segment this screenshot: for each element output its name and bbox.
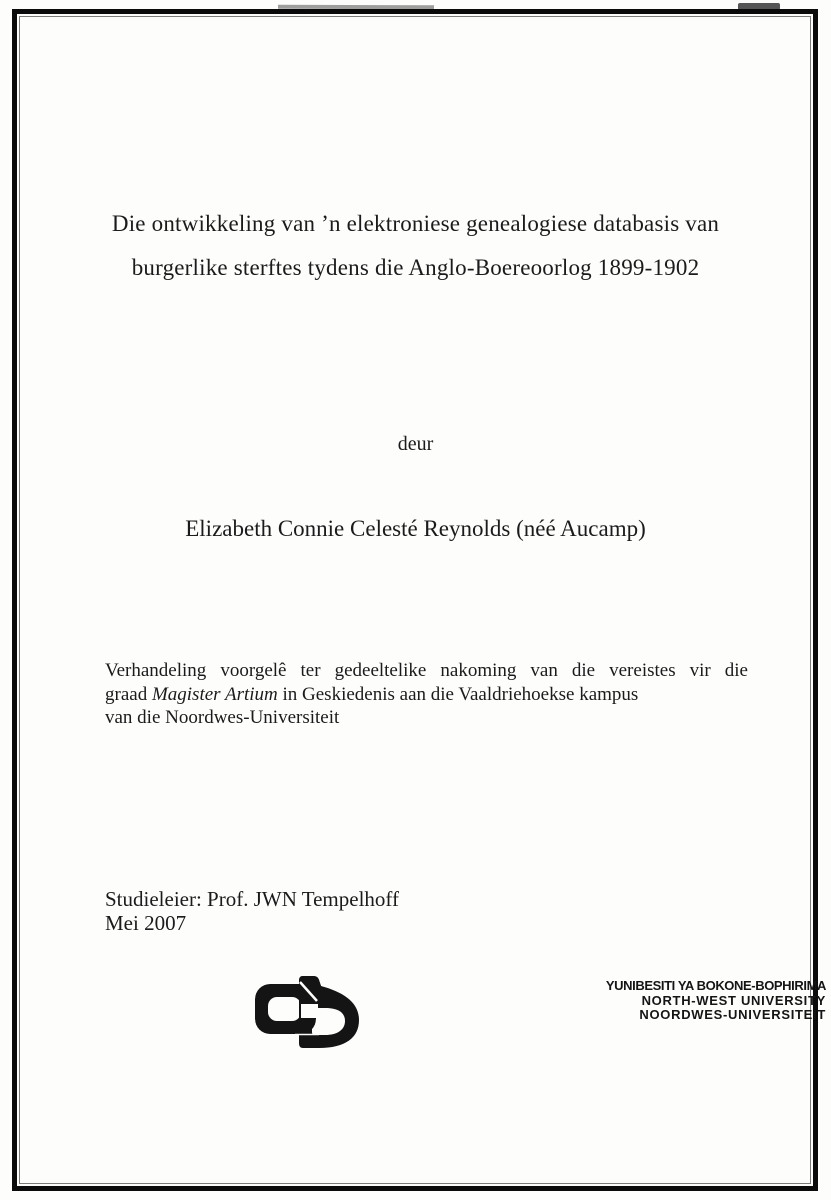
statement-line-2-post: in Geskiedenis aan die Vaaldriehoekse kampus [282,683,639,705]
degree-statement [105,659,748,730]
byline-label: deur [397,433,434,455]
thesis-title-line-2: burgerlike sterftes tydens die Anglo-Boereoorlog 1899-1902 [131,255,700,280]
supervisor-line: Studieleier: Prof. JWN Tempelhoff [105,887,400,911]
footer-block [105,888,399,935]
date-line: Mei 2007 [105,910,187,935]
statement-line-1: Verhandeling voorgelê ter gedeeltelike nakoming van die vereistes vir die [105,660,748,681]
logo-line-english: NORTH-WEST UNIVERSITY [641,992,826,1008]
statement-line-2 [105,683,748,707]
logo-line-setswana: YUNIBESITI YA BOKONE-BOPHIRIMA [605,978,826,993]
statement-line-2-pre: graad [105,683,148,705]
nwu-logo [255,974,826,1052]
degree-name-italic: Magister Artium [151,683,278,705]
author-name: Elizabeth Connie Celesté Reynolds (néé Aucamp) [185,516,646,541]
thesis-title-line-1: Die ontwikkeling van ’n elektroniese genealogiese databasis van [111,211,720,236]
nwu-logo-wordmark [321,979,826,1023]
logo-line-afrikaans: NOORDWES-UNIVERSITEIT [639,1007,826,1022]
statement-line-3: van die Noordwes-Universiteit [105,707,340,728]
thesis-title [48,202,783,290]
